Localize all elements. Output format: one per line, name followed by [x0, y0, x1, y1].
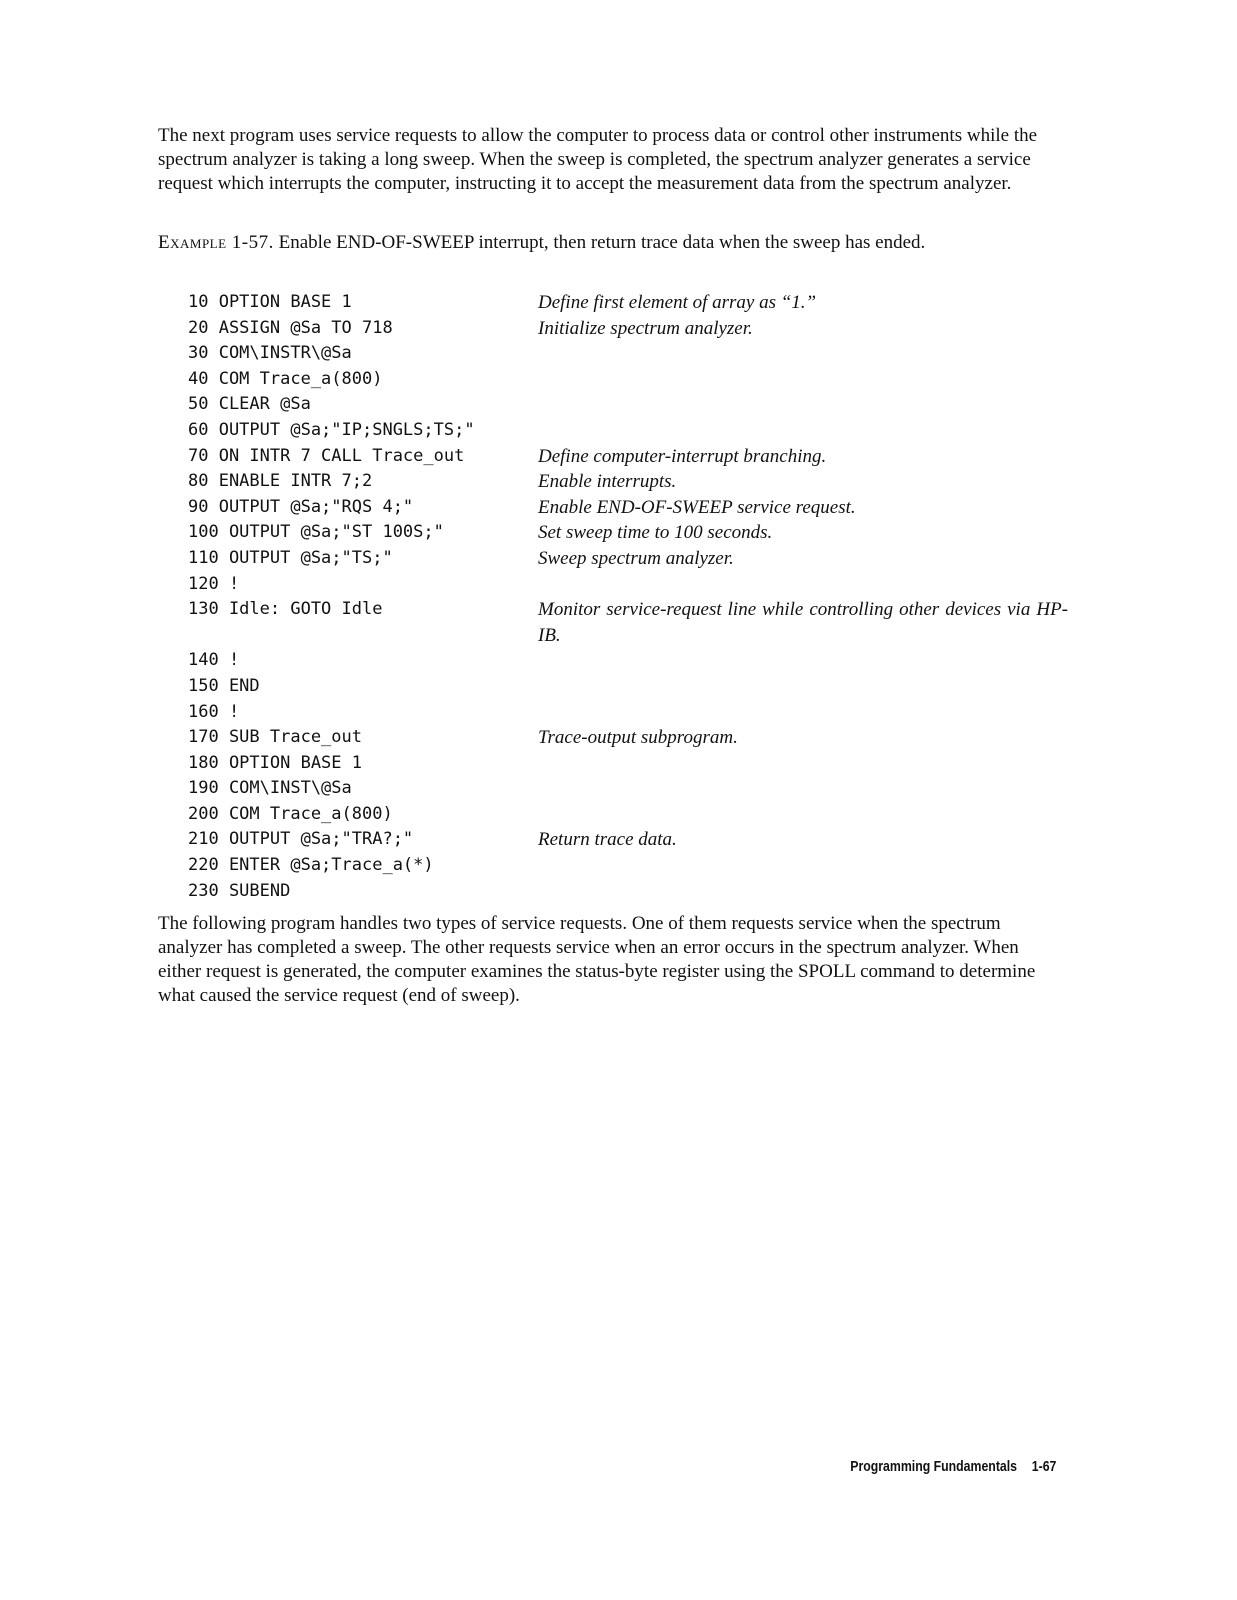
code-line — [188, 802, 1068, 828]
code-text: 100 OUTPUT @Sa;"ST 100S;" — [188, 522, 444, 543]
code-line — [188, 725, 1068, 751]
page-footer — [850, 1458, 1056, 1475]
code-text: 160 ! — [188, 701, 240, 722]
code-line — [188, 674, 1068, 700]
code-text: 50 CLEAR @Sa — [188, 394, 311, 415]
code-text: 220 ENTER @Sa;Trace_a(*) — [188, 855, 434, 876]
code-line — [188, 290, 1068, 316]
code-text: 70 ON INTR 7 CALL Trace_out — [188, 445, 465, 466]
code-comment: Set sweep time to 100 seconds. — [538, 522, 773, 544]
code-text: 200 COM Trace_a(800) — [188, 803, 393, 824]
code-line — [188, 469, 1068, 495]
code-comment: Trace-output subprogram. — [538, 727, 738, 749]
code-text: 90 OUTPUT @Sa;"RQS 4;" — [188, 496, 414, 517]
code-line — [188, 751, 1068, 777]
code-text: 20 ASSIGN @Sa TO 718 — [188, 317, 393, 338]
page-number: 1-67 — [1031, 1458, 1056, 1475]
code-text: 150 END — [188, 675, 260, 696]
code-line — [188, 879, 1068, 905]
code-text: 80 ENABLE INTR 7;2 — [188, 471, 373, 492]
code-comment: Return trace data. — [538, 829, 677, 851]
code-line — [188, 392, 1068, 418]
code-line — [188, 827, 1068, 853]
code-text: 110 OUTPUT @Sa;"TS;" — [188, 547, 393, 568]
code-line — [188, 776, 1068, 802]
code-line — [188, 572, 1068, 598]
code-line — [188, 648, 1068, 674]
code-line — [188, 316, 1068, 342]
code-line — [188, 418, 1068, 444]
outro-paragraph: The following program handles two types of service requests. One of them requests service when the spectrum analyzer has completed a sweep. The other requests service when an error occurs in the spectrum analyzer. When either request is generated, the computer examines the status-byte register using the SPOLL command to determine what caused the service request (end of sweep). — [158, 913, 1036, 1006]
code-text: 120 ! — [188, 573, 240, 594]
code-text: 230 SUBEND — [188, 880, 291, 901]
code-line — [188, 546, 1068, 572]
example-label: Example 1-57. — [158, 232, 274, 253]
code-text: 180 OPTION BASE 1 — [188, 752, 362, 773]
code-text: 190 COM\INST\@Sa — [188, 778, 352, 799]
code-comment: Sweep spectrum analyzer. — [538, 547, 734, 569]
code-text: 30 COM\INSTR\@Sa — [188, 343, 352, 364]
code-comment: Enable END-OF-SWEEP service request. — [538, 496, 856, 518]
code-line — [188, 520, 1068, 546]
footer-section-title: Programming Fundamentals — [849, 1458, 1017, 1475]
intro-paragraph: The next program uses service requests to allow the computer to process data or control other instruments while the spectrum analyzer is taking a long sweep. When the sweep is completed, the spectrum analyzer generates a service request which interrupts the computer, instructing it to accept the measurement data from the spectrum analyzer. — [158, 125, 1038, 194]
code-text: 130 Idle: GOTO Idle — [188, 599, 383, 620]
code-text: 40 COM Trace_a(800) — [188, 368, 383, 389]
code-line — [188, 597, 1068, 648]
code-line — [188, 444, 1068, 470]
code-line — [188, 700, 1068, 726]
code-comment: Define first element of array as “1.” — [538, 292, 817, 313]
code-comment: Monitor service-request line while controlling other devices via HP-IB. — [538, 599, 1068, 646]
code-text: 140 ! — [188, 650, 240, 671]
code-line — [188, 495, 1068, 521]
code-comment: Define computer-interrupt branching. — [538, 445, 827, 467]
code-text: 10 OPTION BASE 1 — [188, 292, 352, 312]
code-line — [188, 853, 1068, 879]
code-comment: Initialize spectrum analyzer. — [538, 317, 753, 339]
code-text: 210 OUTPUT @Sa;"TRA?;" — [188, 829, 414, 850]
example-caption-block — [158, 231, 1058, 255]
code-text: 170 SUB Trace_out — [188, 727, 362, 748]
code-text: 60 OUTPUT @Sa;"IP;SNGLS;TS;" — [188, 419, 475, 440]
example-caption: Enable END-OF-SWEEP interrupt, then return trace data when the sweep has ended. — [278, 232, 926, 253]
program-listing — [188, 290, 1068, 904]
code-line — [188, 341, 1068, 367]
code-line — [188, 367, 1068, 393]
code-comment: Enable interrupts. — [538, 471, 677, 493]
